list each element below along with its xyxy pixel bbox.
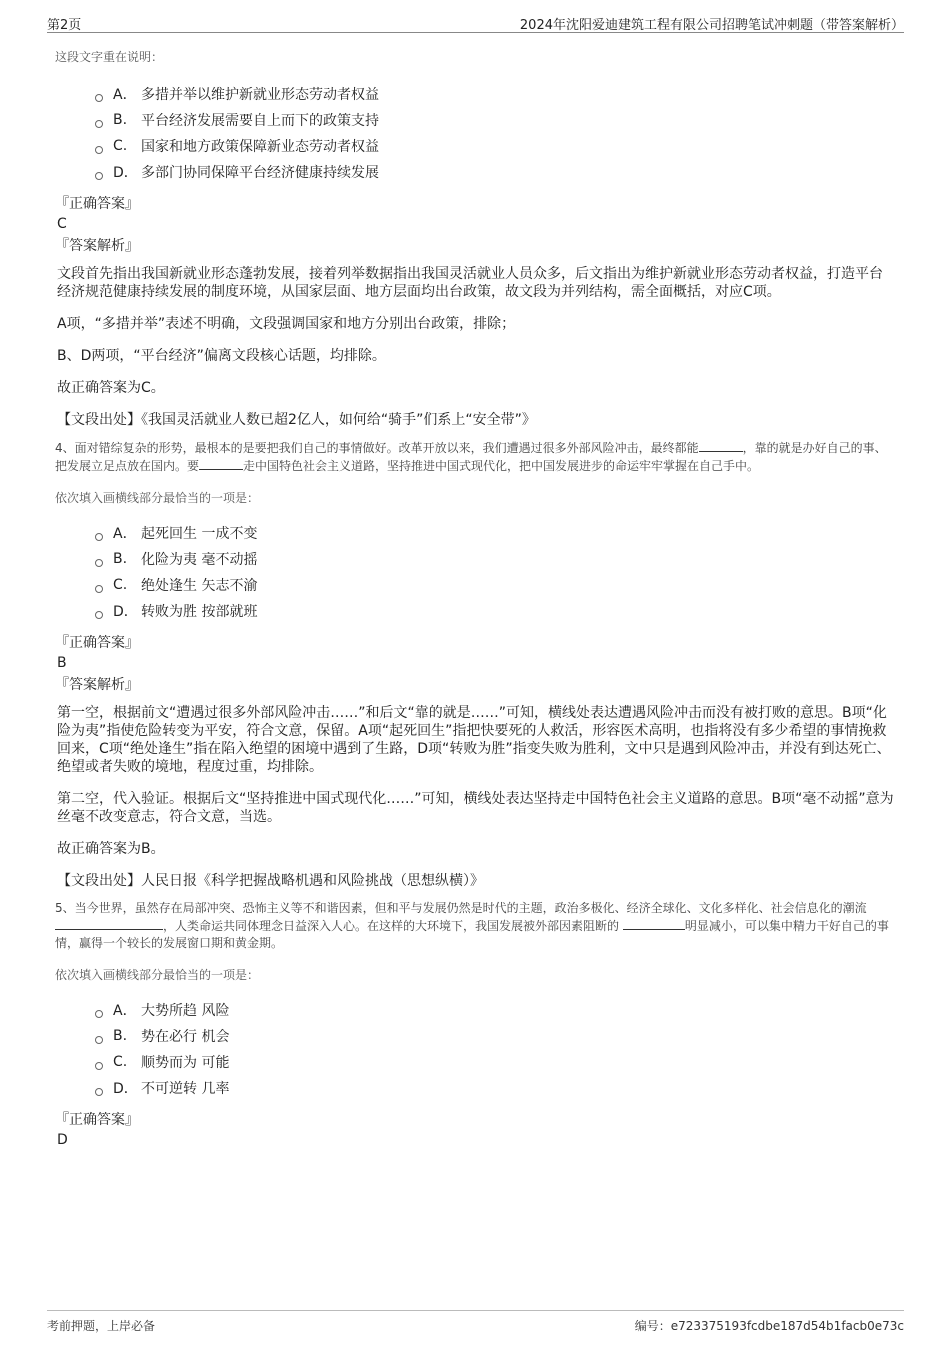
option-letter: B.	[113, 551, 128, 567]
radio-icon[interactable]	[95, 1010, 103, 1018]
analysis-body	[57, 704, 895, 858]
stem-text: 明显减小，可以集中精力干好自己的事情，赢得一个较长的发展窗口期和黄金期。	[55, 919, 889, 950]
analysis-label: 『答案解析』	[55, 677, 139, 693]
page-footer	[47, 1310, 904, 1337]
analysis-paragraph: 第一空，根据前文“遭遇过很多外部风险冲击……”和后文“靠的就是……”可知，横线处表达遭遇风险冲击而没有被打败的意思。B项“化险为夷”指使危险转变为平安，符合文意，保留。A项“起死回生”指把快要死的人救活，形容医术高明，也指将没有多少希望的事情挽救回来，C项“绝处逢生”指在陷入绝望的困境中遇到了生路，D项“转败为胜”指变失败为胜利，文中只是遇到风险冲击，并没有到达死亡、绝望或者失败的境地，程度过重，均排除。	[57, 705, 891, 775]
stem-text: 5、当今世界，虽然存在局部冲突、恐怖主义等不和谐因素，但和平与发展仍然是时代的主题，政治多极化、经济全球化、文化多样化、社会信息化的潮流	[55, 901, 867, 915]
question-prompt: 这段文字重在说明：	[55, 50, 164, 64]
option-letter: C.	[113, 577, 128, 593]
radio-icon[interactable]	[95, 1088, 103, 1096]
fill-blank	[623, 917, 685, 930]
radio-icon[interactable]	[95, 533, 103, 541]
option-letter: B.	[113, 112, 128, 128]
option-a[interactable]	[95, 997, 895, 1023]
footer-slogan: 考前押题，上岸必备	[47, 1319, 156, 1333]
option-text: 顺势而为 可能	[141, 1055, 230, 1071]
radio-icon[interactable]	[95, 94, 103, 102]
stem-text: 4、面对错综复杂的形势，最根本的是要把我们自己的事情做好。改革开放以来，我们遭遇过很多外部风险冲击，最终都能	[55, 441, 699, 455]
radio-icon[interactable]	[95, 146, 103, 154]
stem-text: ，人类命运共同体理念日益深入人心。在这样的大环境下，我国发展被外部因素阻断的	[163, 919, 623, 933]
option-text: 国家和地方政策保障新业态劳动者权益	[141, 139, 379, 155]
option-c[interactable]	[95, 572, 895, 598]
question-stem	[55, 900, 895, 952]
option-letter: B.	[113, 1028, 128, 1044]
option-text: 大势所趋 风险	[141, 1003, 230, 1019]
option-b[interactable]	[95, 1023, 895, 1049]
option-text: 多部门协同保障平台经济健康持续发展	[141, 165, 379, 181]
option-b[interactable]	[95, 107, 895, 133]
option-text: 势在必行 机会	[141, 1029, 230, 1045]
radio-icon[interactable]	[95, 1036, 103, 1044]
option-letter: A．	[113, 1003, 137, 1019]
radio-icon[interactable]	[95, 1062, 103, 1070]
option-a[interactable]	[95, 520, 895, 546]
document-id: 编号：e723375193fcdbe187d54b1facb0e73c	[634, 1319, 904, 1333]
analysis-paragraph: 文段首先指出我国新就业形态蓬勃发展，接着列举数据指出我国灵活就业人员众多，后文指出为维护新就业形态劳动者权益，打造平台经济规范健康持续发展的制度环境，从国家层面、地方层面均出台政策，故文段为并列结构，需全面概括，对应C项。	[57, 266, 883, 300]
option-text: 绝处逢生 矢志不渝	[141, 578, 258, 594]
option-letter: C.	[113, 1054, 128, 1070]
analysis-paragraph: B、D两项，“平台经济”偏离文段核心话题，均排除。	[57, 348, 386, 364]
option-text: 平台经济发展需要自上而下的政策支持	[141, 113, 379, 129]
option-text: 起死回生 一成不变	[141, 526, 258, 542]
question-prompt: 依次填入画横线部分最恰当的一项是：	[55, 491, 260, 505]
option-letter: A．	[113, 87, 137, 103]
question-prompt: 依次填入画横线部分最恰当的一项是：	[55, 968, 260, 982]
correct-answer: B	[57, 655, 67, 671]
option-letter: D．	[113, 165, 138, 181]
option-letter: C.	[113, 138, 128, 154]
stem-text: ，靠的就是办好自己的事、把发展立足点放在国内。要	[55, 441, 887, 473]
radio-icon[interactable]	[95, 120, 103, 128]
option-d[interactable]	[95, 1075, 895, 1101]
correct-answer: C	[57, 216, 67, 232]
option-c[interactable]	[95, 133, 895, 159]
radio-icon[interactable]	[95, 611, 103, 619]
radio-icon[interactable]	[95, 559, 103, 567]
option-d[interactable]	[95, 598, 895, 624]
fill-blank	[699, 439, 743, 452]
options-list	[95, 997, 895, 1101]
radio-icon[interactable]	[95, 172, 103, 180]
option-text: 转败为胜 按部就班	[141, 604, 258, 620]
answer-label: 『正确答案』	[55, 1112, 139, 1128]
source-citation: 【文段出处】《我国灵活就业人数已超2亿人，如何给“骑手”们系上“安全带”》	[57, 412, 536, 428]
stem-text: 走中国特色社会主义道路，坚持推进中国式现代化，把中国发展进步的命运牢牢掌握在自己手中。	[243, 459, 760, 473]
page-number: 第2页	[47, 18, 82, 33]
option-c[interactable]	[95, 1049, 895, 1075]
source-citation: 【文段出处】人民日报《科学把握战略机遇和风险挑战（思想纵横）》	[57, 873, 484, 889]
option-letter: D．	[113, 1081, 138, 1097]
radio-icon[interactable]	[95, 585, 103, 593]
answer-label: 『正确答案』	[55, 635, 139, 651]
option-text: 多措并举以维护新就业形态劳动者权益	[141, 87, 379, 103]
analysis-paragraph: A项，“多措并举”表述不明确，文段强调国家和地方分别出台政策，排除；	[57, 316, 516, 332]
options-list	[95, 520, 895, 624]
option-a[interactable]	[95, 81, 895, 107]
question-stem	[55, 439, 895, 475]
analysis-paragraph: 故正确答案为B。	[57, 841, 165, 857]
analysis-paragraph: 第二空，代入验证。根据后文“坚持推进中国式现代化……”可知，横线处表达坚持走中国特色社会主义道路的意思。B项“毫不动摇”意为丝毫不改变意志，符合文意，当选。	[57, 791, 894, 825]
option-text: 化险为夷 毫不动摇	[141, 552, 258, 568]
option-letter: D．	[113, 604, 138, 620]
analysis-body	[57, 265, 895, 397]
option-text: 不可逆转 几率	[141, 1081, 230, 1097]
analysis-label: 『答案解析』	[55, 238, 139, 254]
option-d[interactable]	[95, 159, 895, 185]
answer-label: 『正确答案』	[55, 196, 139, 212]
analysis-paragraph: 故正确答案为C。	[57, 380, 165, 396]
page-content	[55, 42, 895, 1153]
options-list	[95, 81, 895, 185]
fill-blank	[199, 457, 243, 470]
document-title: 2024年沈阳爱迪建筑工程有限公司招聘笔试冲刺题（带答案解析）	[519, 18, 904, 33]
option-b[interactable]	[95, 546, 895, 572]
option-letter: A．	[113, 526, 137, 542]
page-header	[47, 12, 904, 33]
fill-blank	[55, 917, 163, 930]
correct-answer: D	[57, 1132, 68, 1148]
